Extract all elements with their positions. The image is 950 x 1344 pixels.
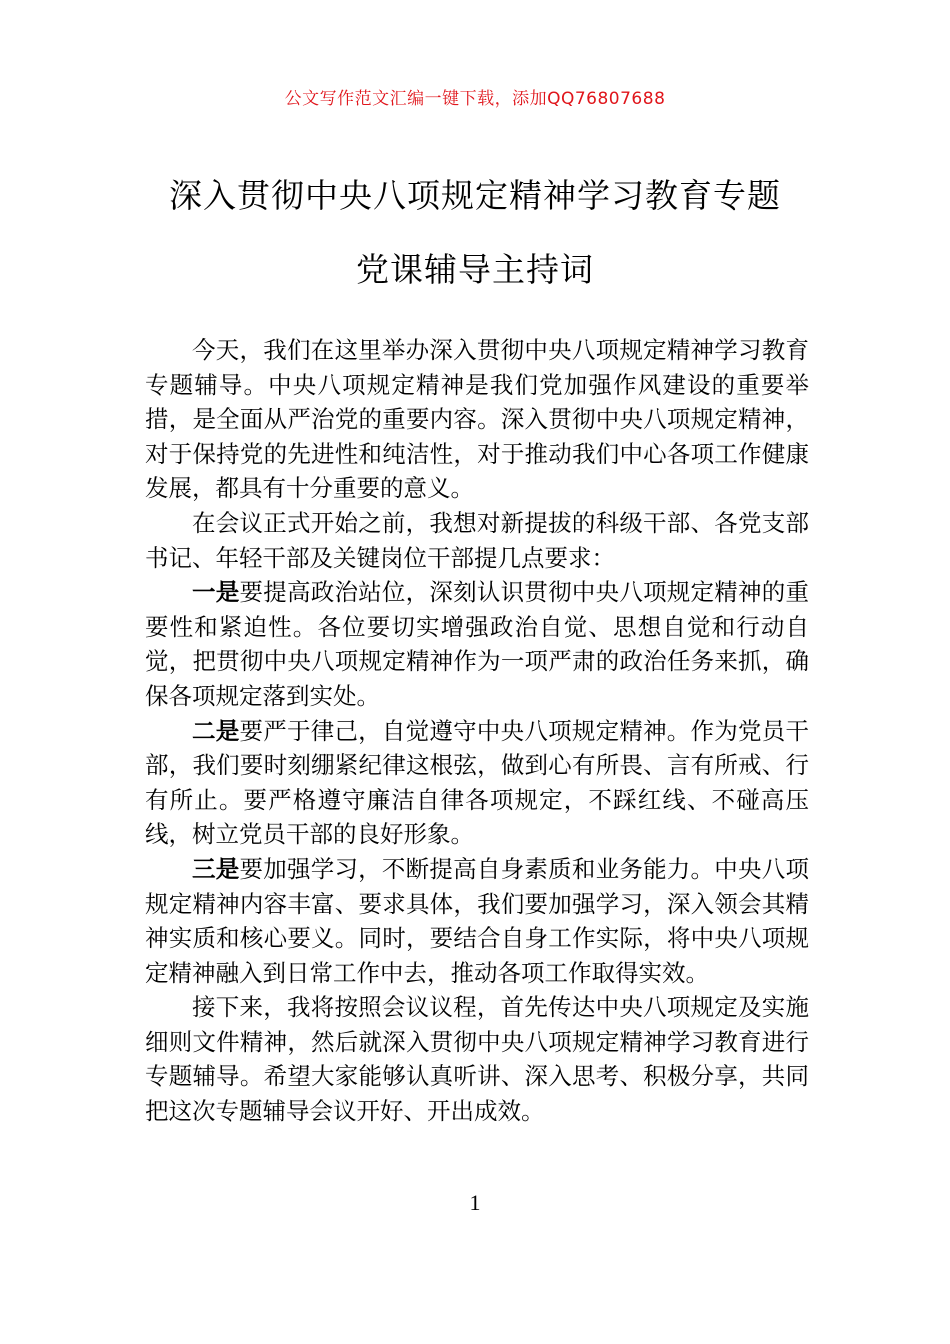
paragraph-agenda <box>145 990 809 1128</box>
document-title-line-2: 党课辅导主持词 <box>356 250 594 289</box>
paragraph-requirement-2 <box>145 714 809 852</box>
document-title-line-1: 深入贯彻中央八项规定精神学习教育专题 <box>169 176 781 215</box>
paragraph-requirement-3 <box>145 852 809 990</box>
paragraph-text: 要加强学习，不断提高自身素质和业务能力。中央八项规定精神内容丰富、要求具体，我们要加强学习，深入领会其精神实质和核心要义。同时，要结合自身工作实际，将中央八项规定精神融入到日常工作中去，推动各项工作取得实效。 <box>145 854 810 987</box>
paragraph-text: 在会议正式开始之前，我想对新提拔的科级干部、各党支部书记、年轻干部及关键岗位干部提几点要求： <box>145 508 809 572</box>
paragraph-text: 今天，我们在这里举办深入贯彻中央八项规定精神学习教育专题辅导。中央八项规定精神是我们党加强作风建设的重要举措，是全面从严治党的重要内容。深入贯彻中央八项规定精神，对于保持党的先进性和纯洁性，对于推动我们中心各项工作健康发展，都具有十分重要的意义。 <box>145 336 809 503</box>
paragraph-text: 要提高政治站位，深刻认识贯彻中央八项规定精神的重要性和紧迫性。各位要切实增强政治自觉、思想自觉和行动自觉，把贯彻中央八项规定精神作为一项严肃的政治任务来抓，确保各项规定落到实处。 <box>145 578 810 710</box>
page-number: 1 <box>469 1190 481 1215</box>
document-body <box>145 333 809 1129</box>
paragraph-lead: 三是 <box>192 854 240 883</box>
paragraph-lead: 二是 <box>192 716 240 745</box>
download-notice: 公文写作范文汇编一键下载，添加QQ76807688 <box>284 89 666 109</box>
paragraph-lead: 一是 <box>192 578 240 607</box>
paragraph-requirement-1 <box>145 575 809 713</box>
paragraph-text: 要严于律己，自觉遵守中央八项规定精神。作为党员干部，我们要时刻绷紧纪律这根弦，做到心有所畏、言有所戒、行有所止。要严格遵守廉洁自律各项规定，不踩红线、不碰高压线，树立党员干部的良好形象。 <box>145 716 810 849</box>
paragraph-requirements-intro <box>145 506 809 575</box>
paragraph-opening <box>145 333 809 506</box>
paragraph-text: 接下来，我将按照会议议程，首先传达中央八项规定及实施细则文件精神，然后就深入贯彻中央八项规定精神学习教育进行专题辅导。希望大家能够认真听讲、深入思考、积极分享，共同把这次专题辅导会议开好、开出成效。 <box>145 993 809 1126</box>
